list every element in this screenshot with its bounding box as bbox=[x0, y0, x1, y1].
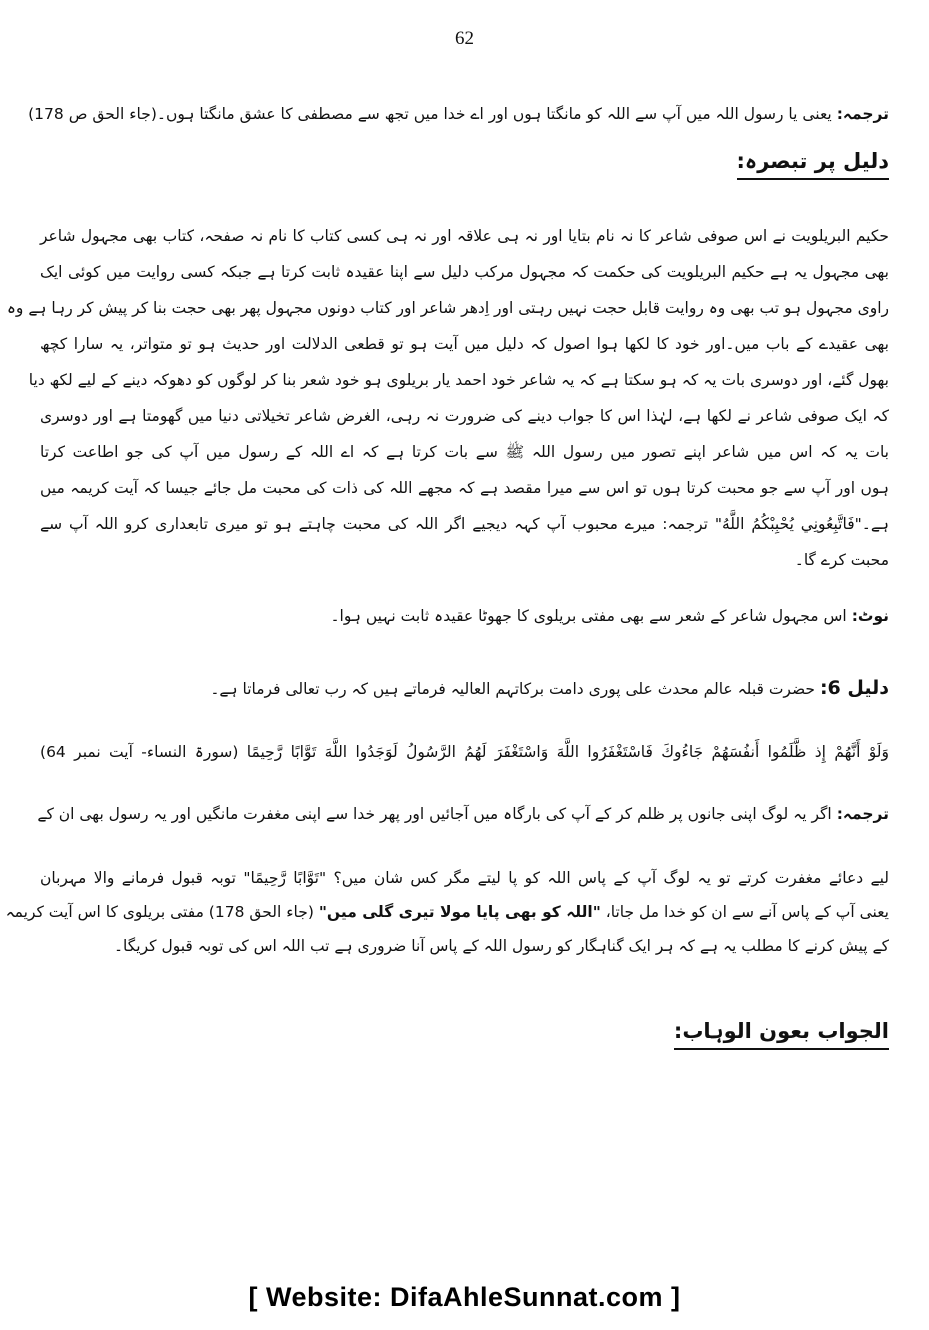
conclusion-line-2: کے پیش کرنے کا مطلب یہ ہے کہ ہر ایک گناہگار کو رسول اللہ کے پاس آنا ضروری ہے تب اللہ اس کی توبہ قبول کریگا۔ bbox=[113, 937, 889, 955]
translation-2-line-2: لیے دعائے مغفرت کرتے تو یہ لوگ آپ کے پاس اللہ کو پا لیتے مگر کس شان میں؟ "تَوَّابًا رَّحِيمًا" توبہ قبول فرمانے والا مہربان bbox=[40, 869, 889, 887]
heading-review: دلیل پر تبصرہ: bbox=[737, 146, 889, 180]
translation-2-text-1: اگر یہ لوگ اپنی جانوں پر ظلم کر کے آپ کی بارگاہ میں آجائیں اور پھر خدا سے اپنی مغفرت مانگیں اور یہ رسول بھی ان کے bbox=[37, 805, 832, 823]
paragraph-line: بھول گئے، اور دوسری بات یہ کہ ہو سکتا ہے کہ یہ شاعر خود احمد یار بریلوی ہو خود شعر بنا کر لوگوں کو دھوکہ دینے کے لیے لکھ دیا bbox=[28, 371, 889, 389]
paragraph-line: بھی عقیدے کے باب میں۔اور خود کا لکھا ہوا اصول کہ دلیل میں آیت ہو تو قطعی الدلالت اور حدیث ہو تو متواتر، یہ سارا کچھ bbox=[40, 335, 889, 353]
paragraph-line: کہ ایک صوفی شاعر نے لکھا ہے، لہٰذا اس کا جواب دینے کی ضرورت نہ رہی، الغرض شاعر تخیلاتی دنیا میں گھومتا ہے اور دوسری bbox=[40, 407, 889, 425]
evidence-6-label: دلیل 6: bbox=[819, 677, 889, 699]
note-text: اس مجہول شاعر کے شعر سے بھی مفتی بریلوی کا جھوٹا عقیدہ ثابت نہیں ہوا۔ bbox=[330, 607, 847, 625]
intro-label: ترجمہ: bbox=[836, 105, 889, 123]
conclusion-text-b: (جاء الحق 178) مفتی بریلوی کا اس آیت کریمہ bbox=[5, 903, 314, 921]
paragraph-line: ہے۔"فَاتَّبِعُونِي يُحْبِبْكُمُ اللَّهُ" ترجمہ: میرے محبوب آپ کہہ دیجیے اگر اللہ کی محبت چاہتے ہو تو میری تابعداری کرو اللہ آپ سے bbox=[40, 515, 889, 533]
page-number: 62 bbox=[455, 28, 474, 49]
verse-reference: (سورۃ النساء- آیت نمبر 64) bbox=[40, 743, 239, 761]
paragraph-line: محبت کرے گا۔ bbox=[794, 551, 889, 569]
intro-text: یعنی یا رسول اللہ میں آپ سے اللہ کو مانگتا ہوں اور اے خدا میں تجھ سے مصطفی کا عشق مانگتا ہوں۔(جاء الحق ص 178) bbox=[28, 105, 832, 123]
paragraph-line: حکیم البریلویت نے اس صوفی شاعر کا نہ نام بتایا اور نہ ہی علاقہ اور نہ ہی کسی کتاب کا نام نہ صفحہ، کتاب بھی مجہول شاعر bbox=[40, 227, 889, 245]
intro-translation bbox=[28, 100, 889, 130]
conclusion-bold-quote: "اللہ کو بھی پایا مولا تیری گلی میں" bbox=[318, 903, 601, 921]
note-label: نوٹ: bbox=[851, 607, 889, 625]
conclusion-text-a: یعنی آپ کے پاس آنے سے ان کو خدا مل جاتا، bbox=[605, 903, 889, 921]
verse-arabic: وَلَوْ أَنَّهُمْ إِذ ظَّلَمُوا أَنفُسَهُمْ جَاءُوكَ فَاسْتَغْفَرُوا اللَّهَ وَاسْتَغْفَرَ لَهُمُ الرَّسُولُ لَوَجَدُوا اللَّهَ تَوَّابًا رَّحِيمًا bbox=[246, 743, 889, 761]
note bbox=[40, 602, 889, 632]
heading-answer: الجواب بعون الوہاب: bbox=[674, 1016, 889, 1050]
website-footer: [ Website: DifaAhleSunnat.com ] bbox=[248, 1282, 681, 1312]
paragraph-line: ہوں اور آپ سے جو محبت کرتا ہوں تو اس سے میرا مقصد ہے کہ مجھے اللہ کی ذات کی محبت مل جائے جیسا کہ آیت کریمہ میں bbox=[40, 479, 889, 497]
conclusion-line-1 bbox=[5, 898, 889, 928]
paragraph-line: راوی مجہول ہو تب بھی وہ روایت قابل حجت نہیں رہتی اور اِدھر شاعر اور کتاب دونوں مجہول پھر بھی حجت بنا کر پیش کر رہا ہے وہ bbox=[6, 299, 889, 317]
translation-2-label: ترجمہ: bbox=[836, 805, 889, 823]
paragraph-line: بات یہ کہ اس میں شاعر اپنے تصور میں رسول اللہ ﷺ سے بات کرتا ہے کہ اے اللہ کے رسول میں آپ کی جو اطاعت کرتا bbox=[40, 443, 889, 461]
evidence-6 bbox=[40, 674, 889, 704]
paragraph-line: بھی مجہول یہ ہے حکیم البریلویت کی حکمت کہ مجہول مرکب دلیل سے اپنا عقیدہ ثابت کرتا ہے جبکہ کسی روایت میں کوئی ایک bbox=[40, 263, 889, 281]
translation-2-line-1 bbox=[37, 800, 889, 830]
evidence-6-text: حضرت قبلہ عالم محدث علی پوری دامت برکاتہم العالیہ فرماتے ہیں کہ رب تعالی فرماتا ہے۔ bbox=[210, 680, 815, 698]
quran-verse bbox=[40, 738, 889, 768]
